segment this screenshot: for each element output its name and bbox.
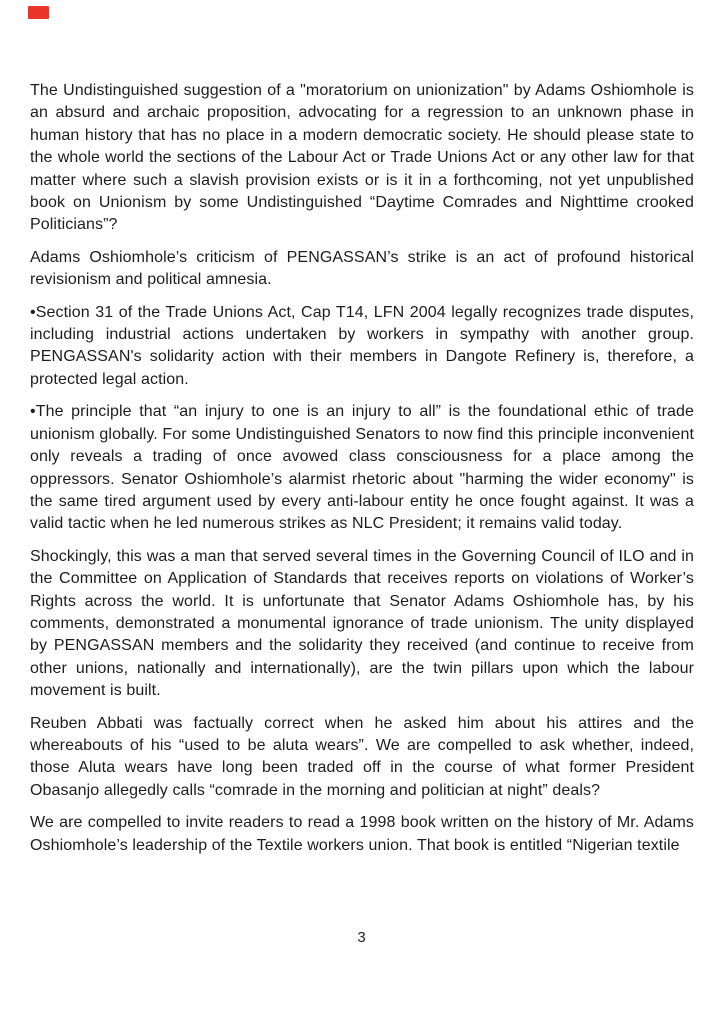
document-body: [30, 80, 694, 867]
paragraph-2: Adams Oshiomhole’s criticism of PENGASSAN’s strike is an act of profound historical revisionism and political amnesia.: [30, 248, 694, 289]
paragraph-4-bullet: •The principle that “an injury to one is an injury to all” is the foundational ethic of trade unionism globally. For some Undistinguished Senators to now find this principle inconvenient only reveals a trading of once avowed class consciousness for a place among the oppressors. Senator Oshiomhole’s alarmist rhetoric about "harming the wider economy" is the same tired argument used by every anti-labour entity he once fought against. It was a valid tactic when he led numerous strikes as NLC President; it remains valid today.: [30, 403, 694, 533]
page-number: 3: [357, 929, 366, 946]
paragraph-6: Reuben Abbati was factually correct when he asked him about his attires and the whereabouts of his “used to be aluta wears”. We are compelled to ask whether, indeed, those Aluta wears have long been traded off in the course of what former President Obasanjo allegedly calls “comrade in the morning and politician at night” deals?: [30, 714, 694, 799]
paragraph-3-bullet: •Section 31 of the Trade Unions Act, Cap T14, LFN 2004 legally recognizes trade disputes, including industrial actions undertaken by workers in sympathy with another group. PENGASSAN's solidarity action with their members in Dangote Refinery is, therefore, a protected legal action.: [30, 303, 694, 388]
red-stamp: [28, 6, 49, 19]
paragraph-7: We are compelled to invite readers to read a 1998 book written on the history of Mr. Adams Oshiomhole’s leadership of the Textile workers union. That book is entitled “Nigerian textile: [30, 814, 694, 854]
paragraph-1: The Undistinguished suggestion of a "moratorium on unionization" by Adams Oshiomhole is an absurd and archaic proposition, advocating for a regression to an unknown phase in human history that has no place in a modern democratic society. He should please state to the whole world the sections of the Labour Act or Trade Unions Act or any other law for that matter where such a slavish provision exists or is it in a forthcoming, not yet unpublished book on Unionism by some Undistinguished “Daytime Comrades and Nighttime crooked Politicians”?: [30, 82, 694, 234]
paragraph-5: Shockingly, this was a man that served several times in the Governing Council of ILO and in the Committee on Application of Standards that receives reports on violations of Worker’s Rights across the world. It is unfortunate that Senator Adams Oshiomhole has, by his comments, demonstrated a monumental ignorance of trade unionism. The unity displayed by PENGASSAN members and the solidarity they received (and continue to receive from other unions, nationally and internationally), are the twin pillars upon which the labour movement is built.: [30, 547, 694, 700]
